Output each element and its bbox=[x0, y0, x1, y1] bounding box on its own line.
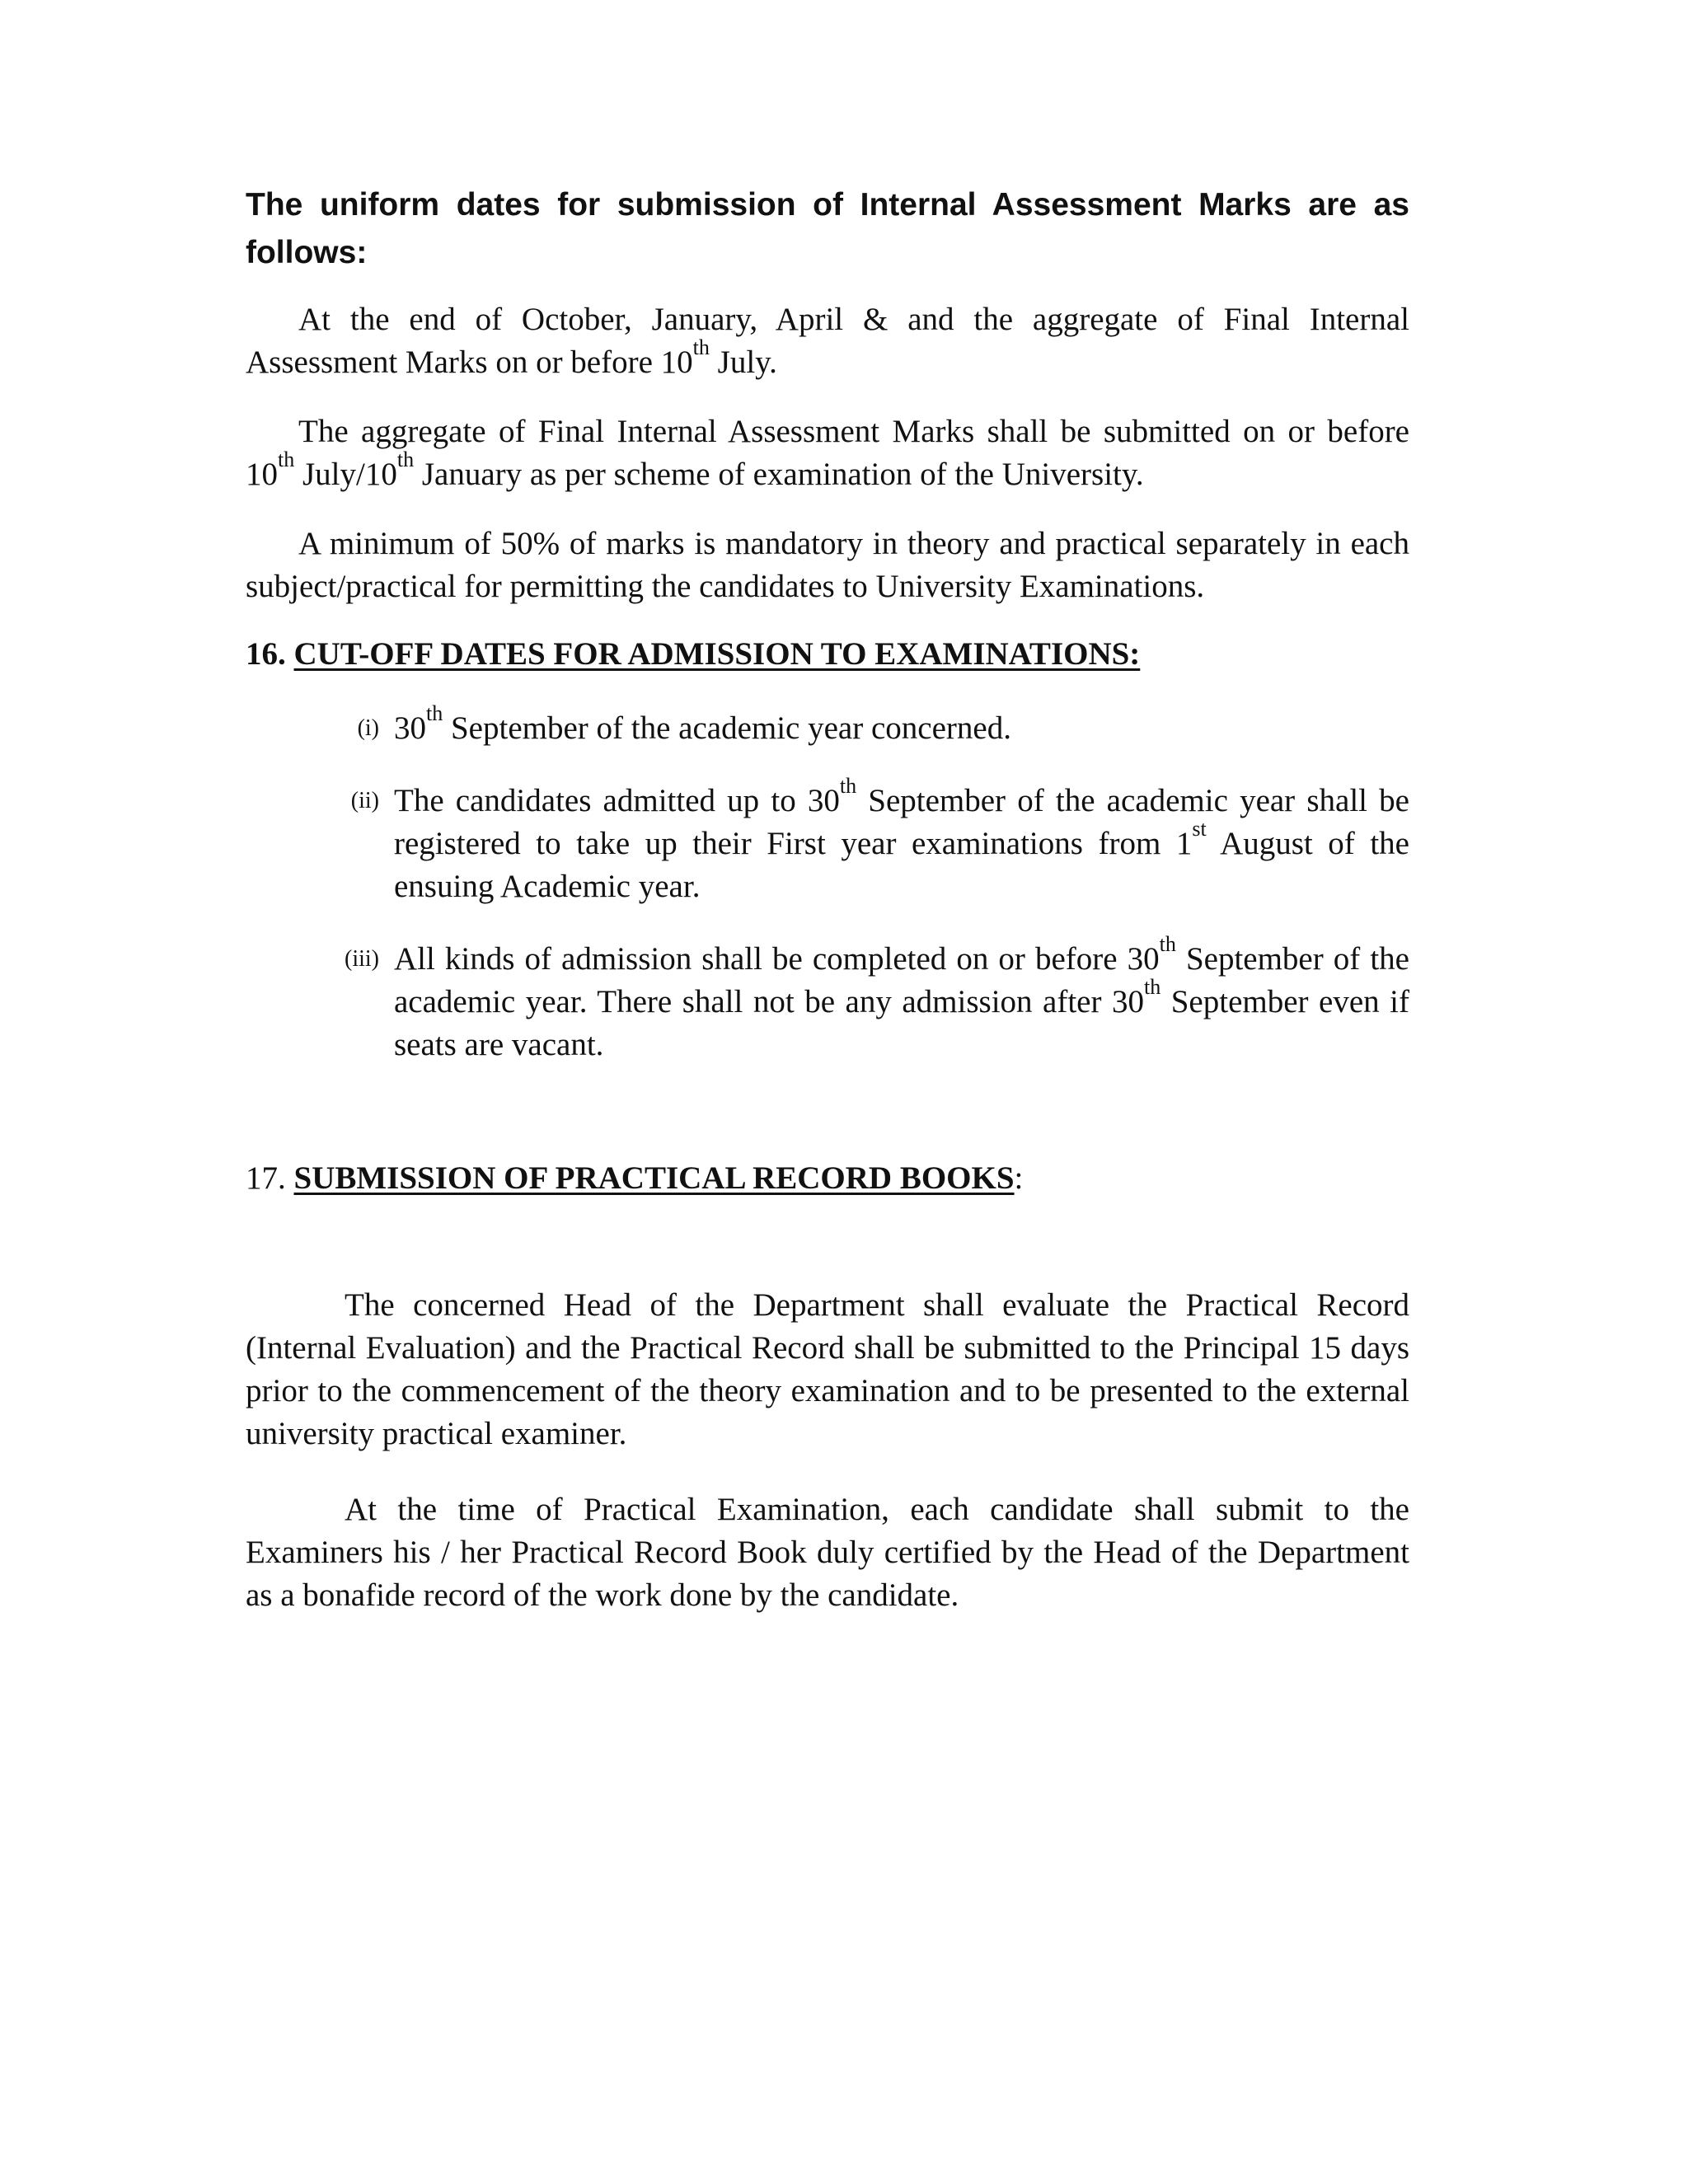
superscript: th bbox=[1143, 974, 1161, 999]
list-marker: (ii) bbox=[350, 788, 379, 813]
section-number: 17. bbox=[246, 1160, 286, 1196]
text-run: September even if seats are vacant. bbox=[394, 984, 1409, 1062]
superscript: th bbox=[426, 701, 443, 725]
superscript: th bbox=[278, 447, 295, 471]
superscript: th bbox=[839, 773, 857, 798]
text-run: July. bbox=[709, 344, 777, 380]
paragraph-minimum-marks: A minimum of 50% of marks is mandatory in theory and practical separately in each subject/practical for permitting the candidates to University Examinations. bbox=[246, 526, 1409, 604]
document-page bbox=[246, 181, 1409, 1650]
section-title: CUT-OFF DATES FOR ADMISSION TO EXAMINATIONS: bbox=[293, 636, 1141, 672]
list-marker: (i) bbox=[357, 715, 379, 741]
section-17-heading bbox=[246, 1157, 1409, 1200]
list-item bbox=[246, 701, 1409, 750]
paragraph-practical-record-submission: At the time of Practical Examination, each candidate shall submit to the Examiners his / her Practical Record Book duly certified by the Head of the Department as a bonafide record of the work done by the candidate. bbox=[246, 1492, 1409, 1613]
text-run: All kinds of admission shall be completed on or before 30 bbox=[394, 941, 1160, 977]
text-run: 30 bbox=[394, 710, 426, 746]
text-run: At the end of October, January, April & and the aggregate of Final Internal Assessment Marks on or before 10 bbox=[246, 302, 1409, 380]
text-run: August of the ensuing Academic year. bbox=[394, 826, 1409, 904]
paragraph-internal-assessment-dates bbox=[246, 298, 1409, 384]
text-run: The candidates admitted up to 30 bbox=[394, 783, 840, 818]
text-run: September of the academic year concerned. bbox=[443, 710, 1011, 746]
section-number: 16. bbox=[246, 636, 286, 672]
spacer bbox=[246, 1231, 1409, 1284]
superscript: st bbox=[1192, 816, 1207, 841]
text-run: September of the academic year. There shall not be any admission after 30 bbox=[394, 941, 1409, 1019]
superscript: th bbox=[692, 335, 710, 359]
section-title: SUBMISSION OF PRACTICAL RECORD BOOKS bbox=[293, 1160, 1015, 1196]
list-marker: (iii) bbox=[345, 946, 379, 972]
document-title: The uniform dates for submission of Internal Assessment Marks are as follows: bbox=[246, 187, 1409, 270]
cutoff-dates-list bbox=[246, 701, 1409, 1066]
section-colon: : bbox=[1014, 1160, 1024, 1196]
text-run: January as per scheme of examination of the University. bbox=[414, 457, 1144, 492]
text-run: September of the academic year shall be registered to take up their First year examinations from 1 bbox=[394, 783, 1409, 861]
paragraph-final-marks-submission bbox=[246, 410, 1409, 496]
superscript: th bbox=[1159, 931, 1176, 956]
text-run: July/10 bbox=[294, 457, 397, 492]
text-run: The aggregate of Final Internal Assessment Marks shall be submitted on or before 10 bbox=[246, 414, 1409, 492]
paragraph-practical-record-evaluation: The concerned Head of the Department shall evaluate the Practical Record (Internal Evaluation) and the Practical Record shall be submitted to the Principal 15 days prior to the commencement of the theory examination and to be presented to the external university practical examiner. bbox=[246, 1287, 1409, 1451]
spacer bbox=[246, 1096, 1409, 1132]
list-item bbox=[246, 773, 1409, 908]
superscript: th bbox=[396, 447, 415, 471]
section-16-heading bbox=[246, 633, 1409, 676]
list-item bbox=[246, 931, 1409, 1066]
